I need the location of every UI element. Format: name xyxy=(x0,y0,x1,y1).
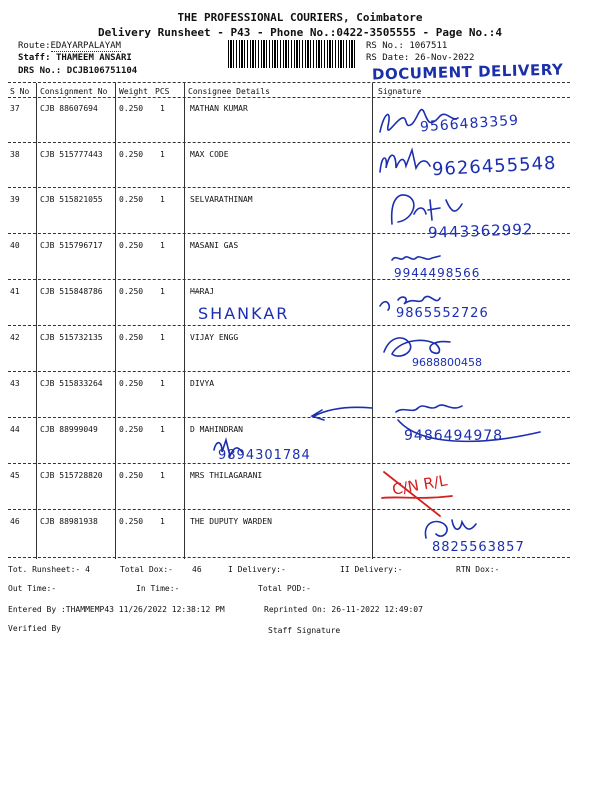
phone-37: 9566483359 xyxy=(419,112,520,136)
row-sno: 44 xyxy=(10,425,20,434)
signature-44-scribble xyxy=(214,440,242,456)
staff-signature: Staff Signature xyxy=(268,626,341,635)
row-weight: 0.250 xyxy=(119,471,144,480)
row-consignee: MATHAN KUMAR xyxy=(190,104,248,113)
ii-delivery: II Delivery:- xyxy=(340,565,403,574)
row-consignee: MRS THILAGARANI xyxy=(190,471,263,480)
i-delivery: I Delivery:- xyxy=(228,565,286,574)
signature-44-arrow xyxy=(312,407,372,420)
row-pcs: 1 xyxy=(160,517,165,526)
total-pod: Total POD:- xyxy=(258,584,311,593)
staff-value: THAMEEM ANSARI xyxy=(55,53,132,63)
cn-rl-strike xyxy=(382,496,452,498)
row-consignment: CJB 88607694 xyxy=(40,104,98,113)
signature-42 xyxy=(384,338,450,356)
rs-no-label: RS No.: xyxy=(366,41,404,51)
row-weight: 0.250 xyxy=(119,150,144,159)
row-consignee: SELVARATHINAM xyxy=(190,195,253,204)
drs-label: DRS No.: xyxy=(18,66,62,76)
entered-by: Entered By :THAMMEMP43 11/26/2022 12:38:12 PM xyxy=(8,605,225,614)
row-sno: 38 xyxy=(10,150,20,159)
phone-39: 9443362992 xyxy=(427,220,534,242)
total-dox-value: 46 xyxy=(192,565,202,574)
signature-40 xyxy=(392,256,440,260)
phone-42: 9688800458 xyxy=(412,356,482,369)
row-pcs: 1 xyxy=(160,333,165,342)
row-consignment: CJB 88999049 xyxy=(40,425,98,434)
verified-by: Verified By xyxy=(8,624,61,633)
row-pcs: 1 xyxy=(160,195,165,204)
row-consignment: CJB 515796717 xyxy=(40,241,103,250)
row-weight: 0.250 xyxy=(119,104,144,113)
row-consignee: MARAJ xyxy=(190,287,215,296)
row-consignment: CJB 515732135 xyxy=(40,333,103,342)
row-sno: 39 xyxy=(10,195,20,204)
document-delivery-stamp: DOCUMENT DELIVERY xyxy=(371,60,564,84)
col-weight: Weight xyxy=(119,87,148,96)
tot-runsheet: Tot. Runsheet:- 4 xyxy=(8,565,90,574)
row-sno: 45 xyxy=(10,471,20,480)
row-weight: 0.250 xyxy=(119,517,144,526)
col-consignee: Consignee Details xyxy=(188,87,270,96)
row-consignee: THE DUPUTY WARDEN xyxy=(190,517,272,526)
rs-no-value: 1067511 xyxy=(409,41,448,51)
row-consignee: VIJAY ENGG xyxy=(190,333,239,342)
row-consignment: CJB 515848786 xyxy=(40,287,103,296)
col-pcs: PCS xyxy=(155,87,170,96)
total-dox-label: Total Dox:- xyxy=(120,565,173,574)
staff-label: Staff: xyxy=(18,53,51,63)
signature-46 xyxy=(425,520,476,538)
row-consignee: MASANI GAS xyxy=(190,241,239,250)
company-name: THE PROFESSIONAL COURIERS, Coimbatore xyxy=(177,11,423,24)
row-weight: 0.250 xyxy=(119,333,144,342)
row-pcs: 1 xyxy=(160,471,165,480)
runsheet-title: Delivery Runsheet - P43 - Phone No.:0422-3505555 - Page No.:4 xyxy=(98,26,502,39)
rtn-dox: RTN Dox:- xyxy=(456,565,500,574)
row-weight: 0.250 xyxy=(119,287,144,296)
row-consignee: D MAHINDRAN xyxy=(190,425,243,434)
phone-46: 8825563857 xyxy=(432,540,525,555)
col-sno: S No xyxy=(10,87,30,96)
row-consignee: DIVYA xyxy=(190,379,215,388)
col-consignment: Consignment No xyxy=(40,87,108,96)
row-pcs: 1 xyxy=(160,104,165,113)
phone-40: 9944498566 xyxy=(394,266,481,280)
row-pcs: 1 xyxy=(160,379,165,388)
row-sno: 43 xyxy=(10,379,20,388)
drs-value: DCJB106751104 xyxy=(66,66,138,76)
row-consignee-value: RAJ xyxy=(199,287,215,296)
rs-date-label: RS Date: xyxy=(366,53,410,63)
row-pcs: 1 xyxy=(160,241,165,250)
row-weight: 0.250 xyxy=(119,241,144,250)
row-consignee: MAX CODE xyxy=(190,150,229,159)
row-sno: 42 xyxy=(10,333,20,342)
row-consignment: CJB 88981938 xyxy=(40,517,98,526)
cn-rl-note: C/N R/L xyxy=(390,471,449,499)
route-label: Route: xyxy=(18,41,51,51)
handwritten-name: SHANKAR xyxy=(198,304,290,323)
phone-41: 9865552726 xyxy=(396,306,489,321)
reprinted-on: Reprinted On: 26-11-2022 12:49:07 xyxy=(264,605,423,614)
row-consignment: CJB 515833264 xyxy=(40,379,103,388)
row-weight: 0.250 xyxy=(119,195,144,204)
row-weight: 0.250 xyxy=(119,379,144,388)
signature-39 xyxy=(392,195,462,224)
rs-date-value: 26-Nov-2022 xyxy=(414,53,475,63)
row-weight: 0.250 xyxy=(119,425,144,434)
in-time: In Time:- xyxy=(136,584,180,593)
row-pcs: 1 xyxy=(160,150,165,159)
col-signature: Signature xyxy=(378,87,422,96)
phone-44: 9486494978 xyxy=(404,428,504,444)
row-sno: 40 xyxy=(10,241,20,250)
row-pcs: 1 xyxy=(160,425,165,434)
signature-38 xyxy=(380,150,430,172)
row-sno: 37 xyxy=(10,104,20,113)
row-sno: 46 xyxy=(10,517,20,526)
route-value: EDAYARPALAYAM xyxy=(50,41,121,51)
out-time: Out Time:- xyxy=(8,584,57,593)
row-consignment: CJB 515777443 xyxy=(40,150,103,159)
phone-38: 9626455548 xyxy=(431,152,557,181)
handwritten-phone: 9894301784 xyxy=(218,448,311,463)
row-sno: 41 xyxy=(10,287,20,296)
row-consignment: CJB 515821055 xyxy=(40,195,103,204)
row-pcs: 1 xyxy=(160,287,165,296)
row-consignment: CJB 515728820 xyxy=(40,471,103,480)
